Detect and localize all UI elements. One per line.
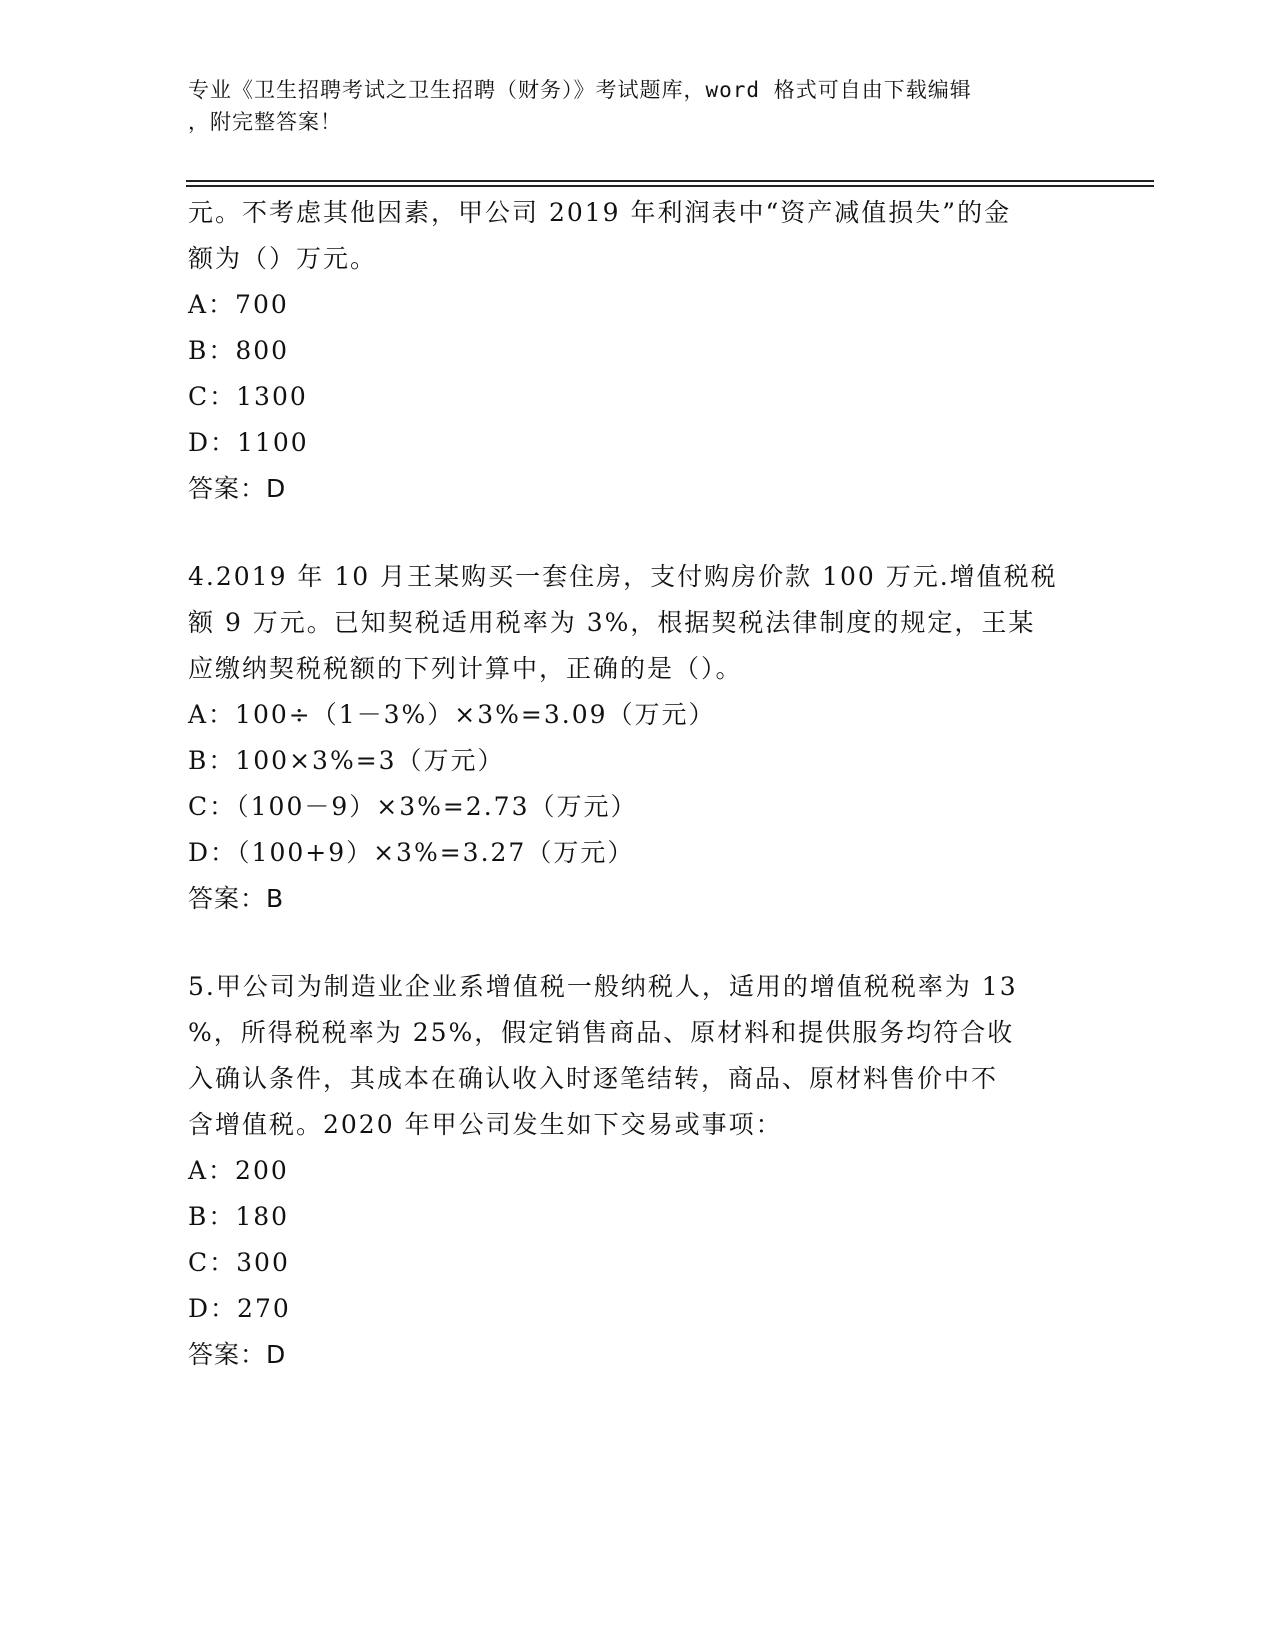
answer-label: 答案：D bbox=[188, 1340, 287, 1369]
option-b: B：100×3%=3（万元） bbox=[188, 746, 505, 775]
answer-label: 答案：D bbox=[188, 474, 287, 503]
question-content bbox=[188, 190, 1088, 1378]
header-line: 专业《卫生招聘考试之卫生招聘（财务）》考试题库，word 格式可自由下载编辑 bbox=[188, 78, 972, 102]
option-c: C：1300 bbox=[188, 382, 308, 411]
option-b: B：180 bbox=[188, 1202, 290, 1231]
question-text: 5.甲公司为制造业企业系增值税一般纳税人，适用的增值税税率为 13 bbox=[188, 972, 1018, 1001]
page-header bbox=[188, 74, 1068, 138]
header-divider bbox=[186, 180, 1154, 182]
question-text: 入确认条件，其成本在确认收入时逐笔结转，商品、原材料售价中不 bbox=[188, 1064, 999, 1093]
question-text: %，所得税税率为 25%，假定销售商品、原材料和提供服务均符合收 bbox=[188, 1018, 1015, 1047]
option-c: C：（100－9）×3%=2.73（万元） bbox=[188, 792, 638, 821]
answer-label: 答案：B bbox=[188, 884, 285, 913]
question-text: 含增值税。2020 年甲公司发生如下交易或事项： bbox=[188, 1110, 783, 1139]
header-line: ，附完整答案！ bbox=[188, 110, 342, 134]
option-c: C：300 bbox=[188, 1248, 290, 1277]
question-text: 4.2019 年 10 月王某购买一套住房，支付购房价款 100 万元.增值税税 bbox=[188, 562, 1058, 591]
option-d: D：1100 bbox=[188, 428, 309, 457]
header-divider bbox=[186, 185, 1154, 187]
question-text: 元。不考虑其他因素，甲公司 2019 年利润表中“资产减值损失”的金 bbox=[188, 198, 1012, 227]
option-d: D：（100+9）×3%=3.27（万元） bbox=[188, 838, 635, 867]
question-text: 额 9 万元。已知契税适用税率为 3%，根据契税法律制度的规定，王某 bbox=[188, 608, 1036, 637]
question-continuation bbox=[188, 190, 1088, 512]
question-text: 应缴纳契税税额的下列计算中，正确的是（）。 bbox=[188, 654, 743, 683]
option-a: A：100÷（1－3%）×3%=3.09（万元） bbox=[188, 700, 716, 729]
option-d: D：270 bbox=[188, 1294, 291, 1323]
question-text: 额为（）万元。 bbox=[188, 244, 378, 273]
option-a: A：700 bbox=[188, 290, 289, 319]
option-a: A：200 bbox=[188, 1156, 289, 1185]
question-4 bbox=[188, 554, 1088, 922]
option-b: B：800 bbox=[188, 336, 290, 365]
question-5 bbox=[188, 964, 1088, 1378]
